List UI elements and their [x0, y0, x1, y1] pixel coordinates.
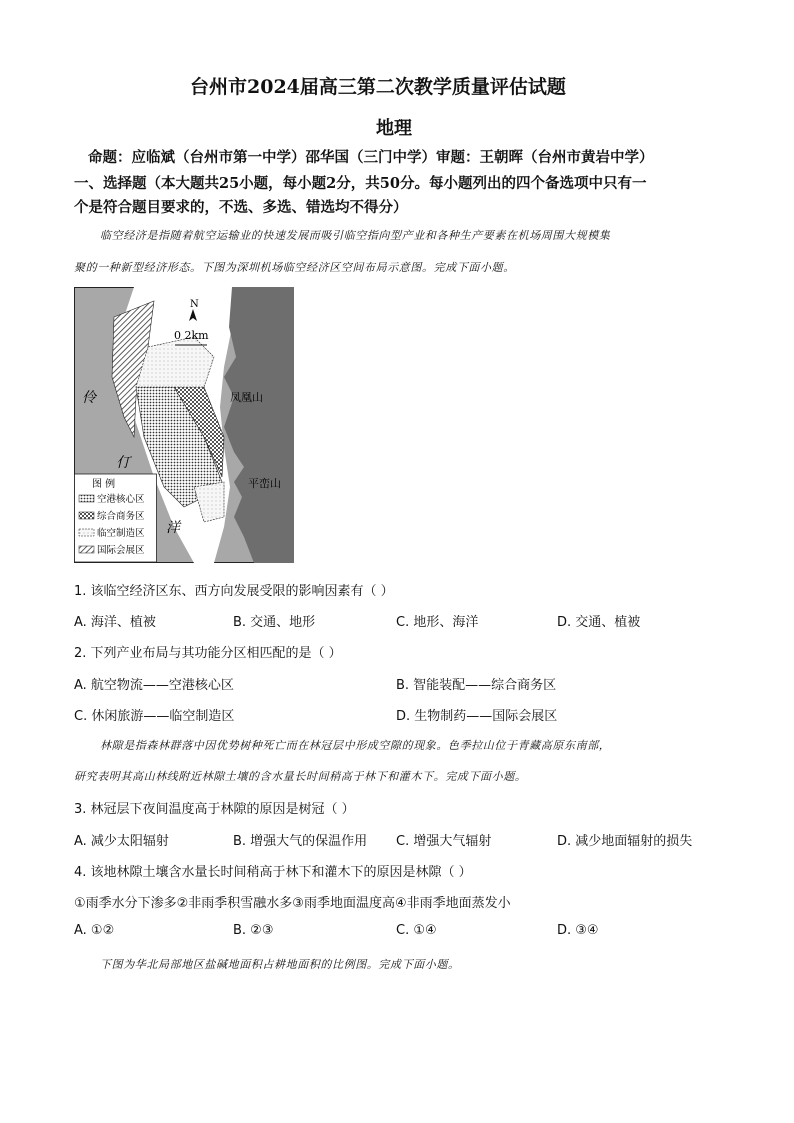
question-3-option-d: D. 减少地面辐射的损失 — [557, 834, 693, 849]
question-4-statements: ①雨季水分下渗多②非雨季积雪融水多③雨季地面温度高④非雨季地面蒸发小 — [74, 896, 511, 911]
section-heading-line1: 一、选择题（本大题共25小题，每小题2分，共50分。每小题列出的四个备选项中只有一 — [74, 175, 647, 192]
scale-label: 0 2km — [174, 329, 209, 342]
question-2-option-c: C. 休闲旅游——临空制造区 — [74, 709, 235, 724]
legend-item-core: 空港核心区 — [97, 494, 145, 505]
question-2-option-a: A. 航空物流——空港核心区 — [74, 678, 234, 693]
question-3-option-b: B. 增强大气的保温作用 — [233, 834, 368, 849]
question-4-option-d: D. ③④ — [557, 923, 599, 938]
legend-title: 图 例 — [92, 479, 116, 490]
legend-swatch-exhibition — [79, 546, 94, 553]
question-1-option-a: A. 海洋、植被 — [74, 615, 156, 630]
legend-item-manufacturing: 临空制造区 — [97, 528, 145, 539]
passage3-line1: 下图为华北局部地区盐碱地面积占耕地面积的比例图。完成下面小题。 — [100, 958, 460, 971]
question-3-stem: 3. 林冠层下夜间温度高于林隙的原因是树冠（ ） — [74, 802, 355, 817]
question-1-option-b: B. 交通、地形 — [233, 615, 316, 630]
question-3-option-c: C. 增强大气辐射 — [396, 834, 492, 849]
north-label: N — [190, 299, 199, 310]
legend-item-business: 综合商务区 — [97, 511, 145, 522]
question-1-option-d: D. 交通、植被 — [557, 615, 641, 630]
authors-line: 命题：应临斌（台州市第一中学）邵华国（三门中学）审题：王朝晖（台州市黄岩中学） — [88, 149, 654, 166]
question-4-option-a: A. ①② — [74, 923, 115, 938]
question-1-stem: 1. 该临空经济区东、西方向发展受限的影响因素有（ ） — [74, 584, 394, 599]
passage2-line2: 研究表明其高山林线附近林隙土壤的含水量长时间稍高于林下和灌木下。完成下面小题。 — [74, 770, 527, 783]
legend-item-exhibition: 国际会展区 — [97, 545, 145, 556]
mountain-label-pingluan: 平峦山 — [248, 477, 281, 490]
legend-swatch-manufacturing — [79, 529, 94, 536]
question-4-option-c: C. ①④ — [396, 923, 437, 938]
legend-swatch-core — [79, 495, 94, 502]
passage2-line1: 林隙是指森林群落中因优势树种死亡而在林冠层中形成空隙的现象。色季拉山位于青藏高原东南部， — [100, 739, 611, 752]
legend-swatch-business — [79, 512, 94, 519]
section-heading-line2: 个是符合题目要求的，不选、多选、错选均不得分） — [74, 199, 408, 216]
question-4-stem: 4. 该地林隙土壤含水量长时间稍高于林下和灌木下的原因是林隙（ ） — [74, 865, 472, 880]
passage1-line2: 聚的一种新型经济形态。下图为深圳机场临空经济区空间布局示意图。完成下面小题。 — [74, 261, 515, 274]
question-2-option-d: D. 生物制药——国际会展区 — [396, 709, 558, 724]
question-2-stem: 2. 下列产业布局与其功能分区相匹配的是（ ） — [74, 646, 342, 661]
page-title: 台州市2024届高三第二次教学质量评估试题 — [190, 76, 566, 98]
question-2-option-b: B. 智能装配——综合商务区 — [396, 678, 557, 693]
passage1-line1: 临空经济是指随着航空运输业的快速发展而吸引临空指向型产业和各种生产要素在机场周围大规模集 — [100, 229, 611, 242]
sea-char-1: 伶 — [82, 390, 96, 406]
airport-economic-zone-map — [74, 287, 294, 563]
subject-title: 地理 — [376, 118, 412, 139]
question-4-option-b: B. ②③ — [233, 923, 274, 938]
question-3-option-a: A. 减少太阳辐射 — [74, 834, 169, 849]
sea-char-3: 洋 — [166, 520, 180, 536]
sea-char-2: 仃 — [116, 455, 130, 471]
mountain-label-fenghuang: 凤凰山 — [230, 391, 263, 404]
question-1-option-c: C. 地形、海洋 — [396, 615, 479, 630]
